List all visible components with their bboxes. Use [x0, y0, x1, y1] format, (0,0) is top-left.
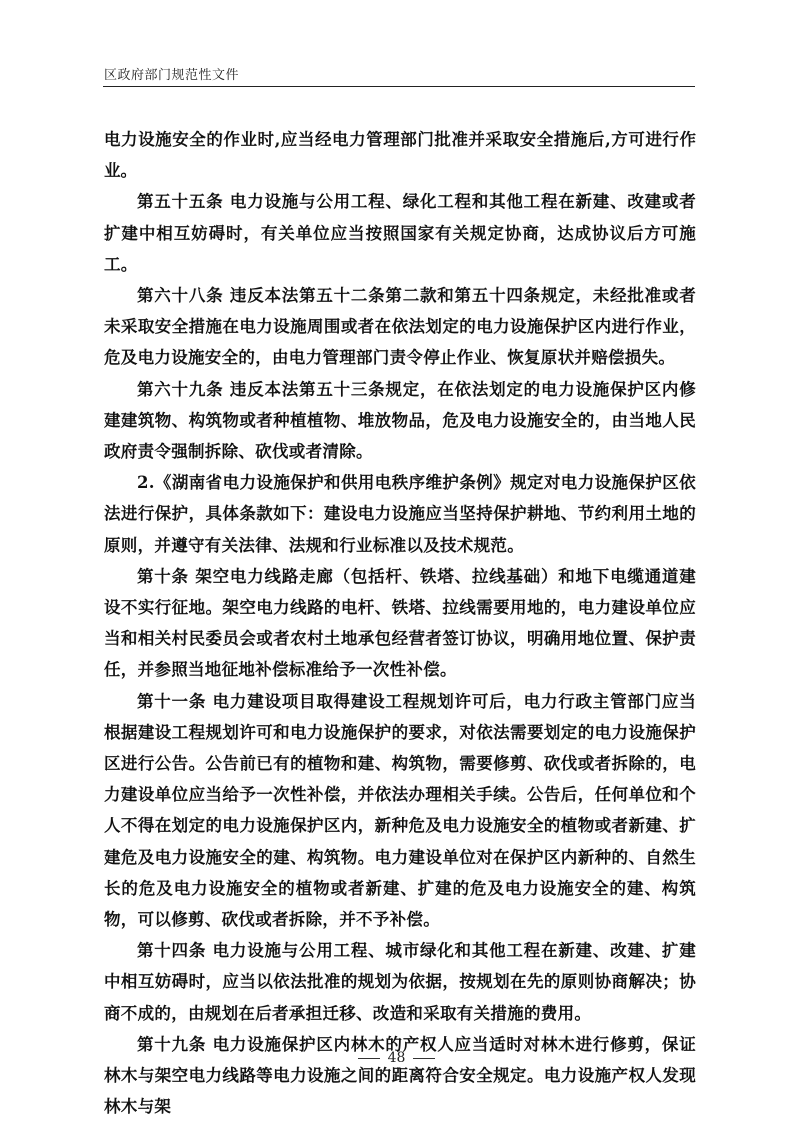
- footer-dash-left: [358, 1058, 380, 1059]
- paragraph-article-14: 第十四条 电力设施与公用工程、城市绿化和其他工程在新建、改建、扩建中相互妨碍时，应当以依法批准的规划为依据，按规划在先的原则协商解决；协商不成的，由规划在后者承担迁移、改造和采取有关措施的费用。: [104, 941, 696, 1023]
- paragraph-article-19: 第十九条 电力设施保护区内林木的产权人应当适时对林木进行修剪，保证林木与架空电力线路等电力设施之间的距离符合安全规定。电力设施产权人发现林木与架: [104, 1034, 696, 1117]
- paragraph-hunan-regulation: 2.《湖南省电力设施保护和供用电秩序维护条例》规定对电力设施保护区依法进行保护，具体条款如下：建设电力设施应当坚持保护耕地、节约利用土地的原则，并遵守有关法律、法规和行业标准以及技术规范。: [104, 473, 696, 555]
- running-header: 区政府部门规范性文件: [104, 68, 240, 83]
- paragraph-article-55: 第五十五条 电力设施与公用工程、绿化工程和其他工程在新建、改建或者扩建中相互妨碍时，有关单位应当按照国家有关规定协商，达成协议后方可施工。: [104, 192, 696, 274]
- paragraph-article-69: 第六十九条 违反本法第五十三条规定，在依法划定的电力设施保护区内修建建筑物、构筑物或者种植植物、堆放物品，危及电力设施安全的，由当地人民政府责令强制拆除、砍伐或者清除。: [104, 379, 696, 462]
- paragraph-article-68: 第六十八条 违反本法第五十二条第二款和第五十四条规定，未经批准或者未采取安全措施在电力设施周围或者在依法划定的电力设施保护区内进行作业，危及电力设施安全的，由电力管理部门责令停止作业、恢复原状并赔偿损失。: [104, 286, 696, 368]
- paragraph-article-11: 第十一条 电力建设项目取得建设工程规划许可后，电力行政主管部门应当根据建设工程规划许可和电力设施保护的要求，对依法需要划定的电力设施保护区进行公告。公告前已有的植物和建、构筑物，需要修剪、砍伐或者拆除的，电力建设单位应当给予一次性补偿，并依法办理相关手续。公告后，任何单位和个人不得在划定的电力设施保护区内，新种危及电力设施安全的植物或者新建、扩建危及电力设施安全的建、构筑物。电力建设单位对在保护区内新种的、自然生长的危及电力设施安全的植物或者新建、扩建的危及电力设施安全的建、构筑物，可以修剪、砍伐或者拆除，并不予补偿。: [104, 691, 696, 930]
- page-number: 48: [387, 1050, 406, 1066]
- body-text: [104, 124, 696, 1123]
- paragraph-continuation: 电力设施安全的作业时,应当经电力管理部门批准并采取安全措施后,方可进行作业。: [104, 130, 696, 181]
- footer-dash-right: [413, 1058, 435, 1059]
- page-footer: [0, 1050, 793, 1066]
- paragraph-article-10: 第十条 架空电力线路走廊（包括杆、铁塔、拉线基础）和地下电缆通道建设不实行征地。架空电力线路的电杆、铁塔、拉线需要用地的，电力建设单位应当和相关村民委员会或者农村土地承包经营者签订协议，明确用地位置、保护责任，并参照当地征地补偿标准给予一次性补偿。: [104, 566, 696, 680]
- header-rule: [103, 86, 695, 87]
